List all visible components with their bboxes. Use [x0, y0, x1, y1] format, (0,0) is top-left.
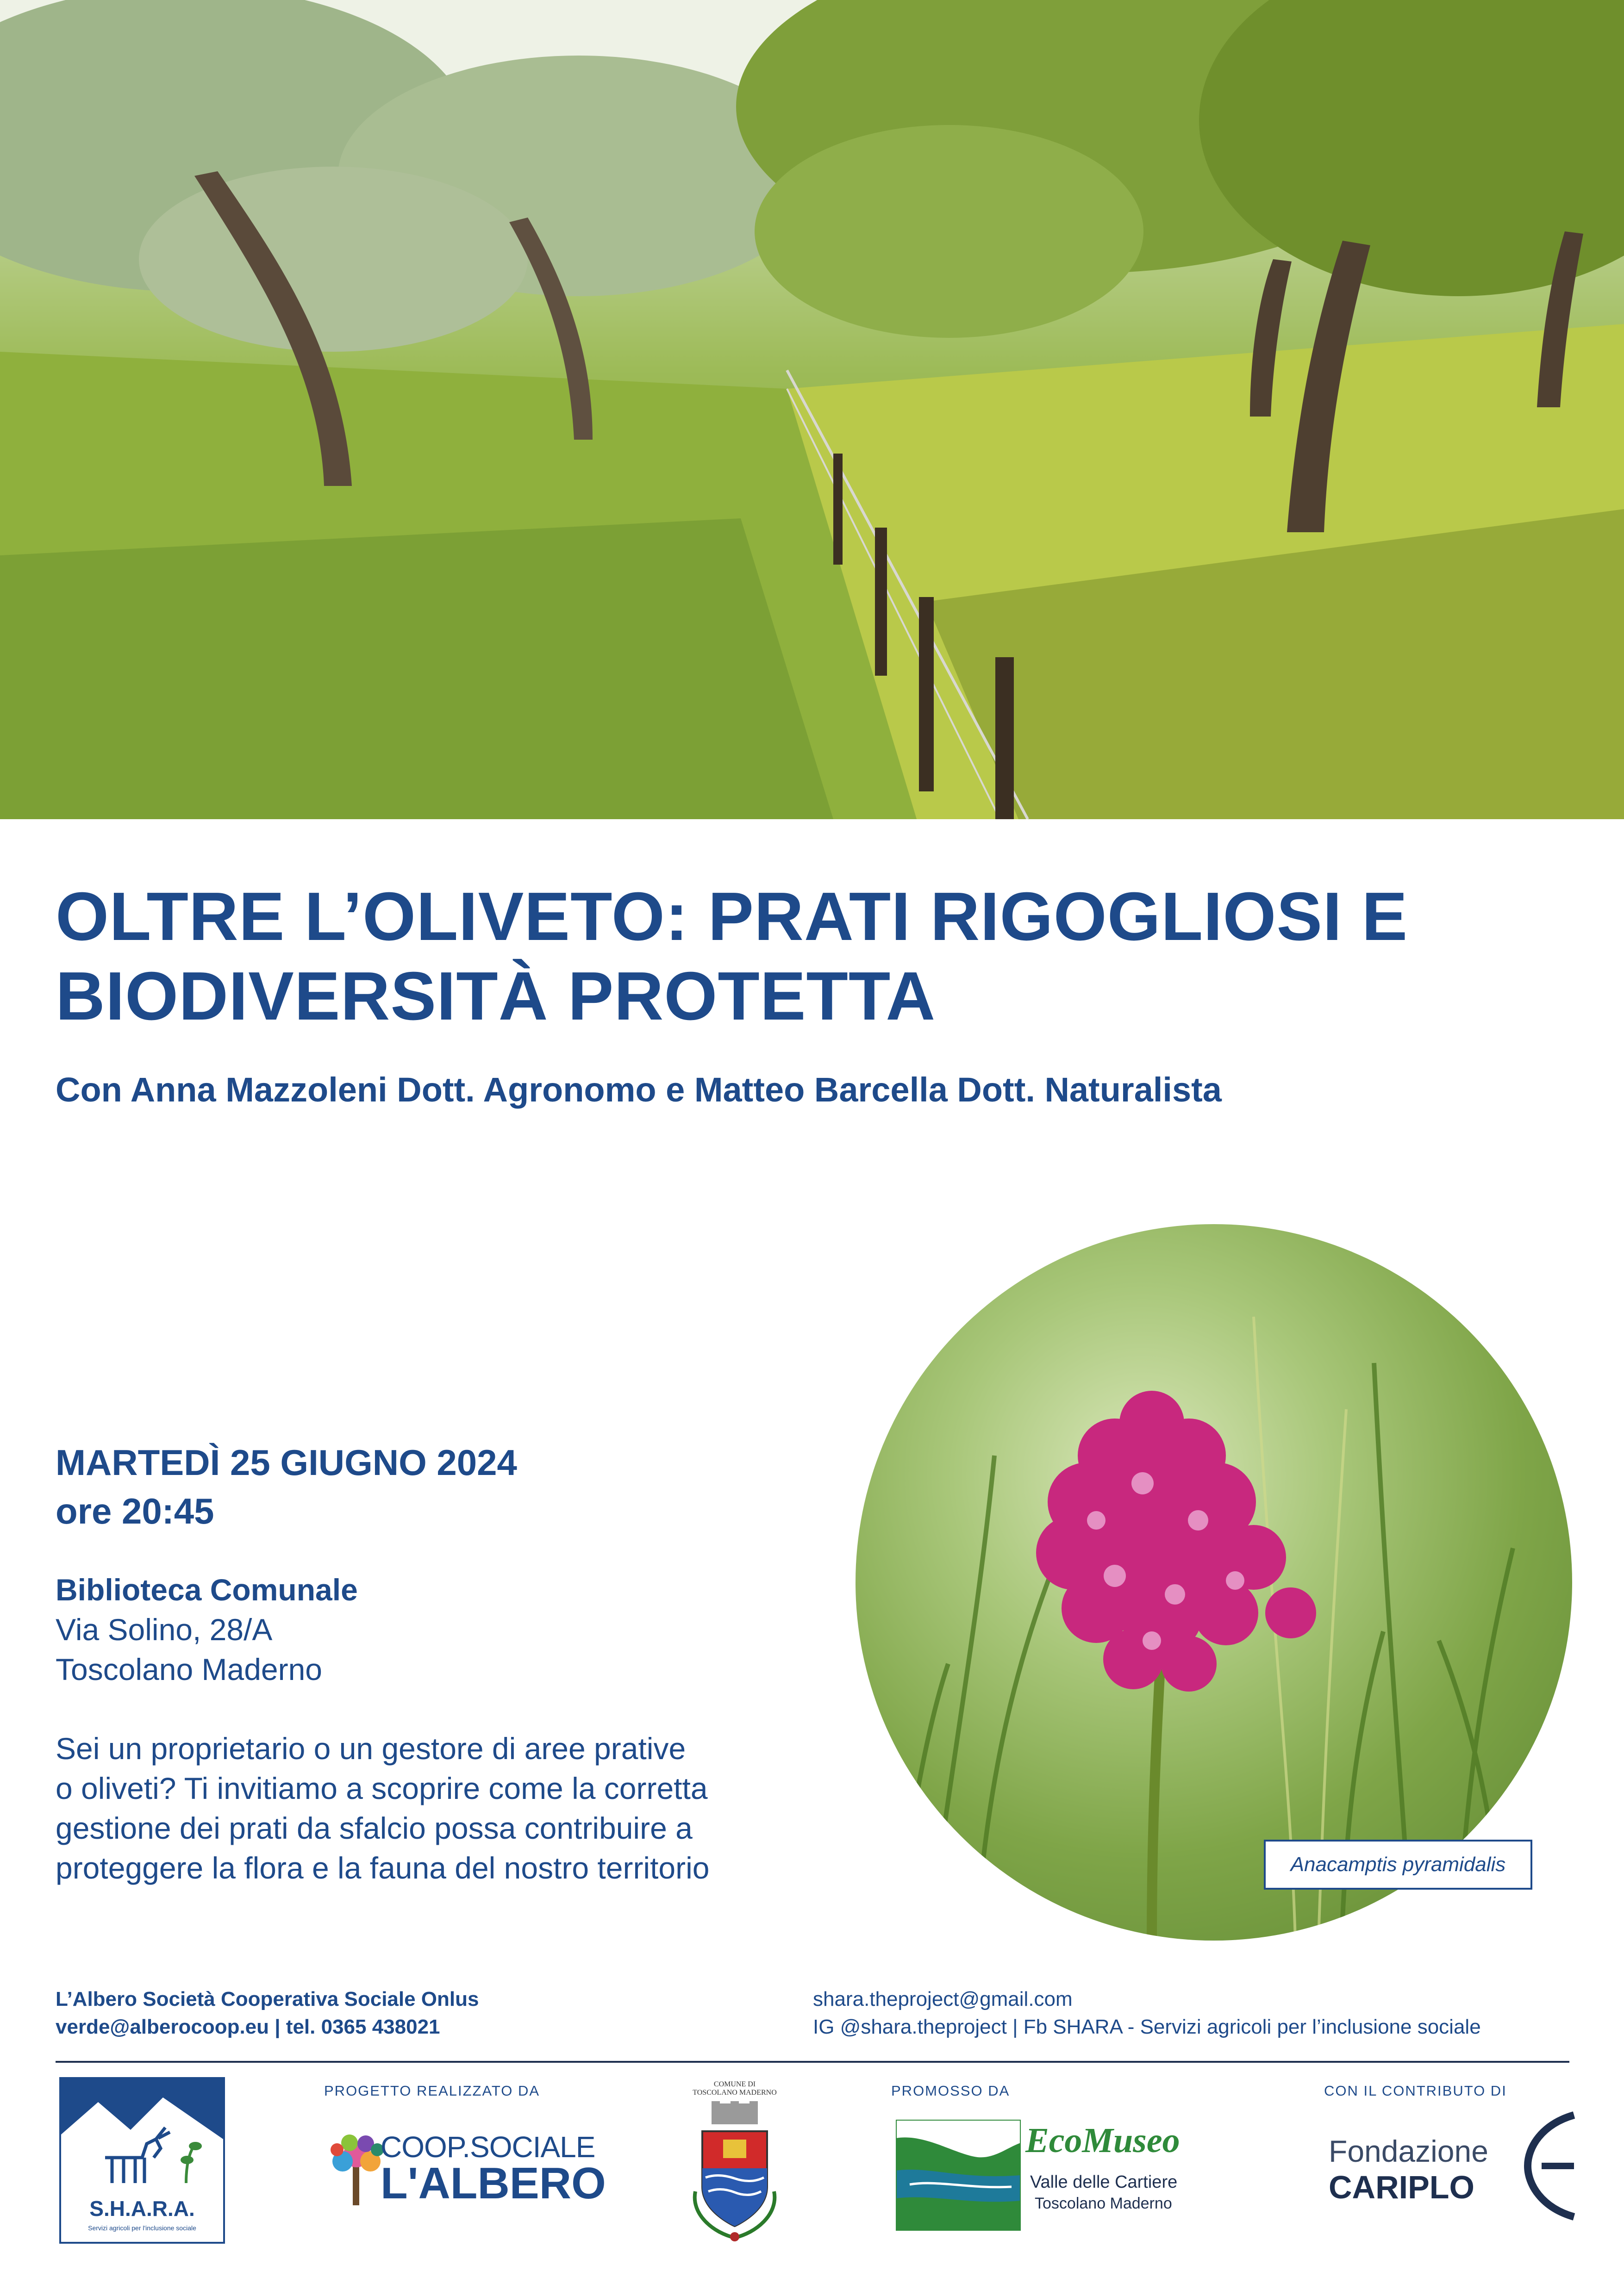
ecomuseo-line-1: Valle delle Cartiere	[1030, 2172, 1178, 2192]
shara-tagline: Servizi agricoli per l'inclusione sociale	[88, 2224, 196, 2232]
ecomuseo-name: EcoMuseo	[1025, 2121, 1180, 2160]
org-contact: verde@alberocoop.eu | tel. 0365 438021	[56, 2016, 440, 2038]
cariplo-line-2: CARIPLO	[1329, 2169, 1474, 2205]
event-title-line-1: OLTRE L’OLIVETO: PRATI RIGOGLIOSI E	[56, 878, 1408, 955]
cariplo-logo	[1329, 2124, 1569, 2226]
description-line-2: o oliveti? Ti invitiamo a scoprire come la corretta	[56, 1771, 708, 1805]
event-title	[56, 877, 1583, 1036]
venue-city: Toscolano Maderno	[56, 1652, 323, 1686]
event-speakers: Con Anna Mazzoleni Dott. Agronomo e Matteo Barcella Dott. Naturalista	[56, 1070, 1222, 1109]
venue-address: Via Solino, 28/A	[56, 1612, 273, 1647]
albero-logo	[324, 2129, 620, 2208]
project-email: shara.theproject@gmail.com	[813, 1988, 1073, 2010]
crest-icon	[677, 2099, 793, 2247]
comune-label-1: COMUNE DI	[713, 2080, 756, 2088]
footer-divider	[56, 2061, 1569, 2063]
shara-name: S.H.A.R.A.	[89, 2196, 195, 2221]
cariplo-line-1: Fondazione	[1329, 2134, 1488, 2168]
org-name: L’Albero Società Cooperativa Sociale Onlus	[56, 1988, 479, 2010]
cariplo-mark-icon	[1523, 2110, 1579, 2221]
orchid-photo	[856, 1224, 1572, 1941]
ecomuseo-line-2: Toscolano Maderno	[1035, 2195, 1172, 2212]
comune-crest	[677, 2080, 793, 2247]
event-title-line-2: BIODIVERSITÀ PROTETTA	[56, 958, 936, 1034]
contributo-label: CON IL CONTRIBUTO DI	[1324, 2083, 1507, 2099]
ecomuseo-landscape-icon	[896, 2120, 1021, 2231]
event-date: MARTEDÌ 25 GIUGNO 2024	[56, 1442, 517, 1483]
comune-label-2: TOSCOLANO MADERNO	[693, 2089, 777, 2097]
albero-top: COOP.SOCIALE	[381, 2130, 595, 2164]
venue-name: Biblioteca Comunale	[56, 1573, 358, 1607]
event-time: ore 20:45	[56, 1491, 214, 1531]
shara-logo	[59, 2077, 225, 2244]
project-social: IG @shara.theproject | Fb SHARA - Servizi agricoli per l’inclusione sociale	[813, 2016, 1481, 2038]
ecomuseo-logo	[896, 2120, 1220, 2231]
tree-icon	[324, 2129, 389, 2208]
promosso-label: PROMOSSO DA	[891, 2083, 1010, 2099]
realizzato-label: PROGETTO REALIZZATO DA	[324, 2083, 540, 2099]
hero-photo-olive-grove	[0, 0, 1624, 819]
albero-bottom: L'ALBERO	[381, 2159, 606, 2208]
description-line-1: Sei un proprietario o un gestore di aree prative	[56, 1731, 686, 1766]
photo-caption: Anacamptis pyramidalis	[1264, 1840, 1532, 1890]
description-line-4: proteggere la flora e la fauna del nostro territorio	[56, 1851, 710, 1885]
description-line-3: gestione dei prati da sfalcio possa contribuire a	[56, 1811, 693, 1845]
